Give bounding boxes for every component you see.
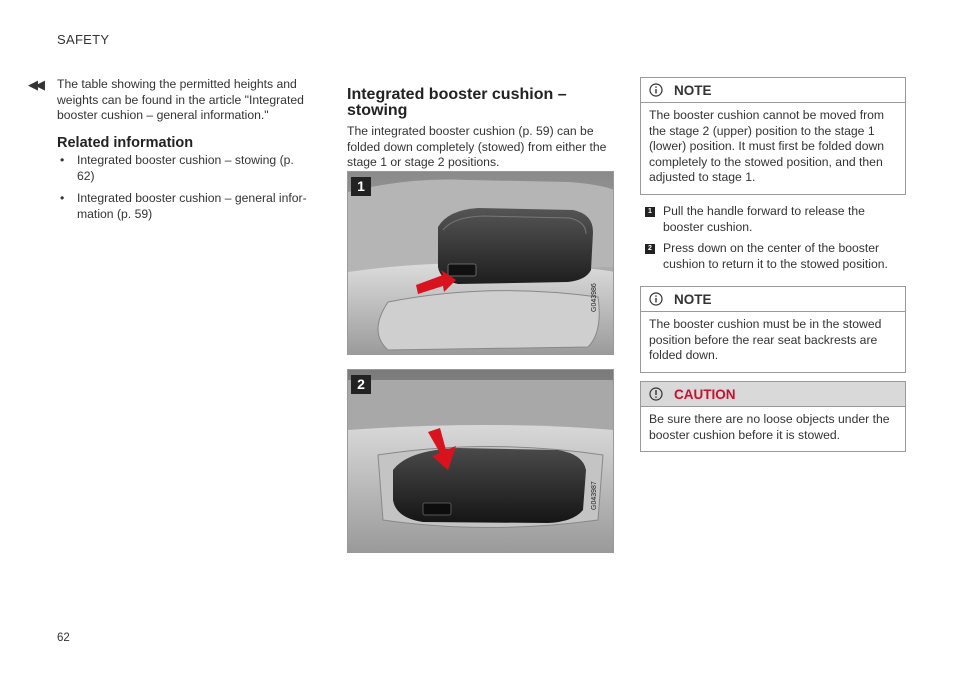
step-label-badge: 1 <box>351 177 371 196</box>
middle-column <box>347 87 615 171</box>
note-title: NOTE <box>674 291 712 307</box>
info-icon <box>649 292 663 306</box>
note-header <box>641 287 905 312</box>
back-nav-icon[interactable]: ◀◀ <box>28 77 42 92</box>
article-title: Integrated booster cushion – stowing <box>347 86 567 119</box>
related-link[interactable]: • Integrated booster cushion – stowing (p. 62) <box>60 153 294 183</box>
note-header <box>641 78 905 103</box>
bullet-icon: • <box>60 191 65 205</box>
step-text: Press down on the center of the booster cushion to return it to the stowed position. <box>663 241 888 271</box>
illustration-step-2 <box>347 369 614 553</box>
related-link[interactable]: • Integrated booster cushion – general infor-mation (p. 59) <box>60 191 307 221</box>
caution-box <box>640 381 906 452</box>
image-code: G043986 <box>591 283 598 312</box>
related-info-heading: Related information <box>57 134 194 151</box>
step-2 <box>645 241 900 272</box>
page-number: 62 <box>57 632 70 644</box>
bullet-icon: • <box>60 153 65 167</box>
intro-paragraph: The table showing the permitted heights and weights can be found in the article "Integrated booster cushion – general information." <box>57 77 304 122</box>
caution-header <box>641 382 905 407</box>
note-title: NOTE <box>674 82 712 98</box>
image-code: G043987 <box>591 481 598 510</box>
left-column <box>57 77 307 229</box>
related-info-list <box>57 153 307 222</box>
caution-title: CAUTION <box>674 386 736 402</box>
illustration-step-1 <box>347 171 614 355</box>
note-body: The booster cushion must be in the stowed position before the rear seat backrests are folded down. <box>649 317 882 362</box>
seat-illustration-2 <box>348 370 614 553</box>
note-body: The booster cushion cannot be moved from the stage 2 (upper) position to the stage 1 (lower) position. It must first be folded down completely to the stowed position, and then adjusted to stage 1. <box>649 108 885 184</box>
step-label-badge: 2 <box>351 375 371 394</box>
step-text: Pull the handle forward to release the booster cushion. <box>663 204 865 234</box>
info-icon <box>649 83 663 97</box>
article-body: The integrated booster cushion (p. 59) can be folded down completely (stowed) from either the stage 1 or stage 2 positions. <box>347 124 607 169</box>
step-number-badge: 2 <box>645 244 655 254</box>
seat-illustration-1 <box>348 172 614 355</box>
section-header: SAFETY <box>57 32 110 47</box>
step-1 <box>645 204 900 235</box>
note-box-2 <box>640 286 906 373</box>
note-box-1 <box>640 77 906 195</box>
caution-body: Be sure there are no loose objects under the booster cushion before it is stowed. <box>649 412 890 442</box>
step-number-badge: 1 <box>645 207 655 217</box>
warning-icon <box>649 387 663 401</box>
